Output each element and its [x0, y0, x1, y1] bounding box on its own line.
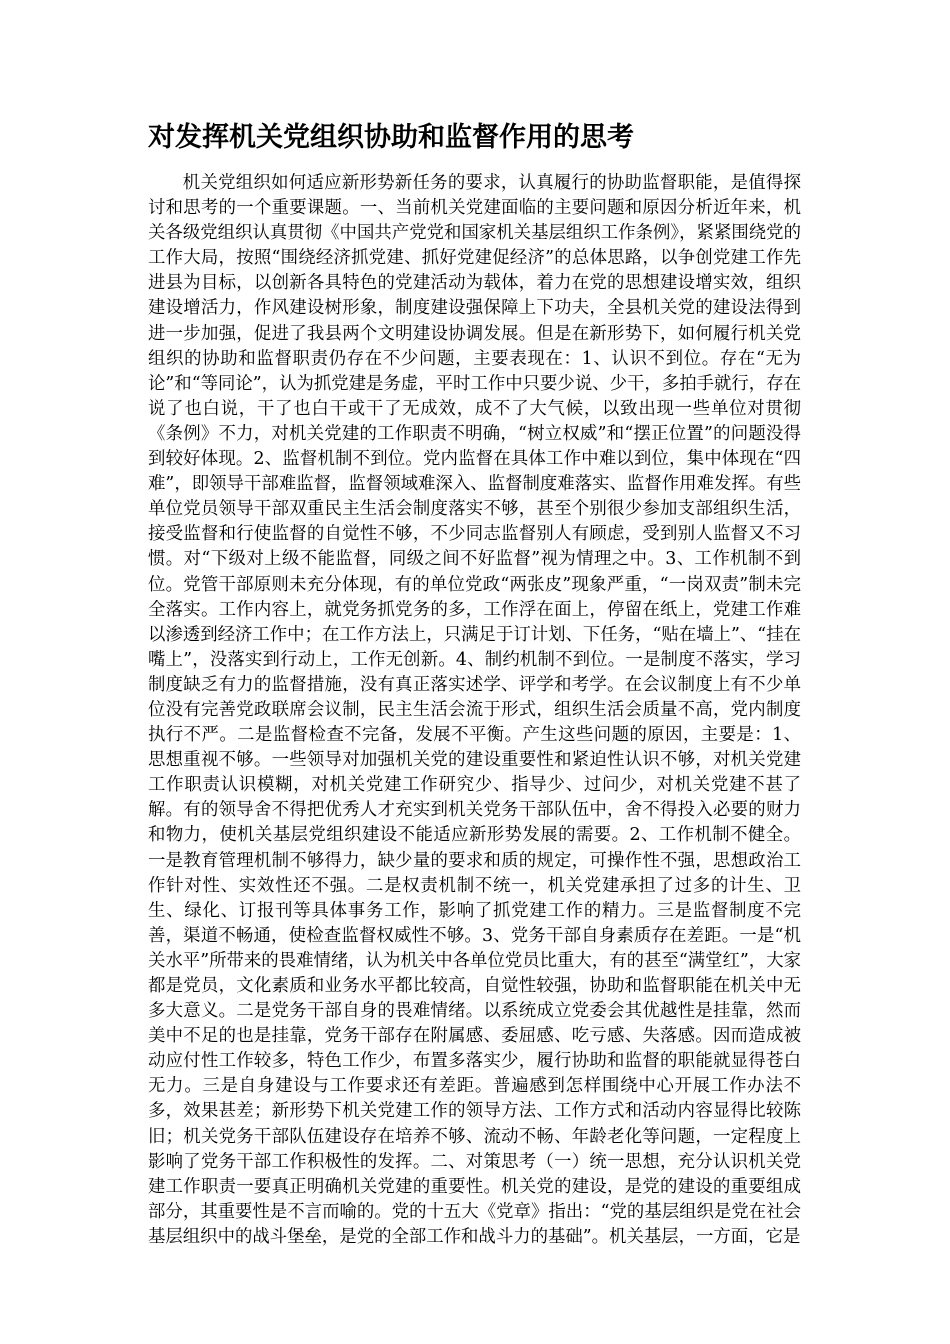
document-body-paragraph: 机关党组织如何适应新形势新任务的要求，认真履行的协助监督职能，是值得探讨和思考的一个重要课题。一、当前机关党建面临的主要问题和原因分析近年来，机关各级党组织认真贯彻《中国共产党党和国家机关基层组织工作条例》，紧紧围绕党的工作大局，按照“围绕经济抓党建、抓好党建促经济”的总体思路，以争创党建工作先进县为目标，以创新各具特色的党建活动为载体，着力在党的思想建设增实效，组织建设增活力，作风建设树形象，制度建设强保障上下功夫，全县机关党的建设法得到进一步加强，促进了我县两个文明建设协调发展。但是在新形势下，如何履行机关党组织的协助和监督职责仍存在不少问题，主要表现在：1、认识不到位。存在“无为论”和“等同论”，认为抓党建是务虚，平时工作中只要少说、少干，多拍手就行，存在说了也白说，干了也白干或干了无成效，成不了大气候，以致出现一些单位对贯彻《条例》不力，对机关党建的工作职责不明确，“树立权威”和“摆正位置”的问题没得到较好体现。2、监督机制不到位。党内监督在具体工作中难以到位，集中体现在“四难”，即领导干部难监督，监督领域难深入、监督制度难落实、监督作用难发挥。有些单位党员领导干部双重民主生活会制度落实不够，甚至个别很少参加支部组织生活，接受监督和行使监督的自觉性不够，不少同志监督别人有顾虑，受到别人监督又不习惯。对“下级对上级不能监督，同级之间不好监督”视为情理之中。3、工作机制不到位。党管干部原则未充分体现，有的单位党政“两张皮”现象严重，“一岗双责”制未完全落实。工作内容上，就党务抓党务的多，工作浮在面上，停留在纸上，党建工作难以渗透到经济工作中；在工作方法上，只满足于订计划、下任务，“贴在墙上”、“挂在嘴上”，没落实到行动上，工作无创新。4、制约机制不到位。一是制度不落实，学习制度缺乏有力的监督措施，没有真正落实述学、评学和考学。在会议制度上有不少单位没有完善党政联席会议制，民主生活会流于形式，组织生活会质量不高，党内制度执行不严。二是监督检查不完备，发展不平衡。产生这些问题的原因，主要是：1、思想重视不够。一些领导对加强机关党的建设重要性和紧迫性认识不够，对机关党建工作职责认识模糊，对机关党建工作研究少、指导少、过问少，对机关党建不甚了解。有的领导舍不得把优秀人才充实到机关党务干部队伍中，舍不得投入必要的财力和物力，使机关基层党组织建设不能适应新形势发展的需要。2、工作机制不健全。一是教育管理机制不够得力，缺少量的要求和质的规定，可操作性不强，思想政治工作针对性、实效性还不强。二是权责机制不统一，机关党建承担了过多的计生、卫生、绿化、订报刊等具体事务工作，影响了抓党建工作的精力。三是监督制度不完善，渠道不畅通，使检查监督权威性不够。3、党务干部自身素质存在差距。一是“机关水平”所带来的畏难情绪，认为机关中各单位党员比重大，有的甚至“满堂红”，大家都是党员，文化素质和业务水平都比较高，自觉性较强，协助和监督职能在机关中无多大意义。二是党务干部自身的畏难情绪。以系统成立党委会其优越性是挂靠，然而美中不足的也是挂靠，党务干部存在附属感、委屈感、吃亏感、失落感。因而造成被动应付性工作较多，特色工作少，布置多落实少，履行协助和监督的职能就显得苍白无力。三是自身建设与工作要求还有差距。普遍感到怎样围绕中心开展工作办法不多，效果甚差；新形势下机关党建工作的领导方法、工作方式和活动内容显得比较陈旧；机关党务干部队伍建设存在培养不够、流动不畅、年龄老化等问题，一定程度上影响了党务干部工作积极性的发挥。二、对策思考（一）统一思想，充分认识机关党建工作职责一要真正明确机关党建的重要性。机关党的建设，是党的建设的重要组成部分，其重要性是不言而喻的。党的十五大《党章》指出：“党的基层组织是党在社会基层组织中的战斗堡垒，是党的全部工作和战斗力的基础”。机关基层，一方面，它是 — [148, 173, 801, 1247]
document-title: 对发挥机关党组织协助和监督作用的思考 — [148, 122, 634, 153]
